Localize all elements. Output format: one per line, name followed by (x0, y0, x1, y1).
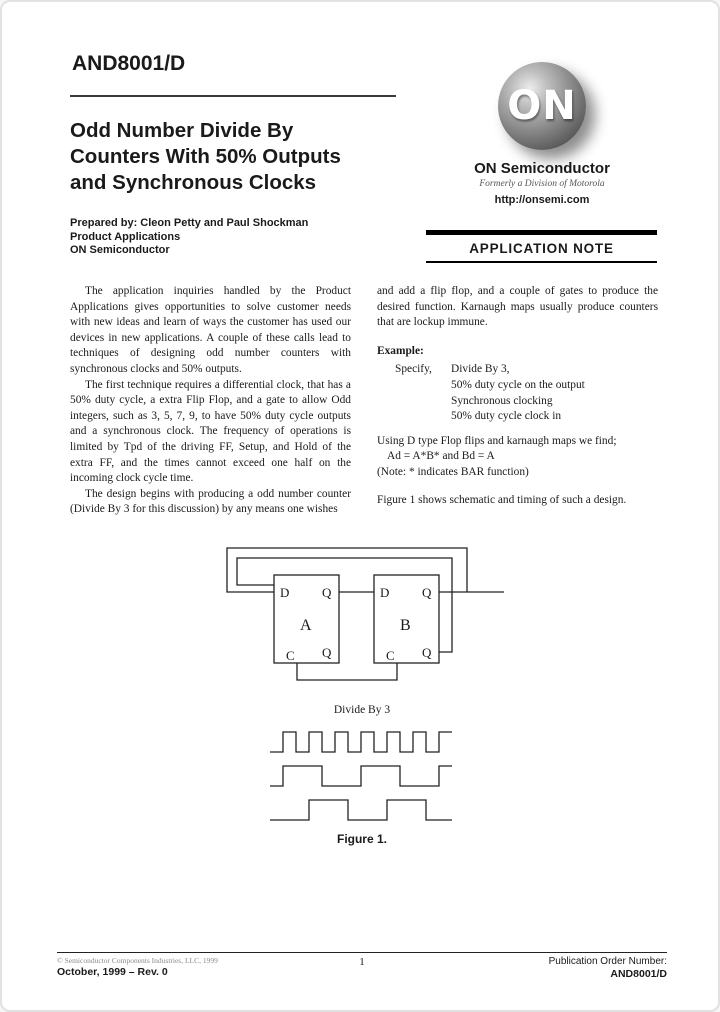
company: ON Semiconductor (70, 244, 170, 256)
right-column (377, 284, 658, 518)
ff-a-q-label: Q (322, 585, 332, 600)
header-rule (70, 95, 396, 97)
waveform-clock-in (270, 732, 452, 752)
divide-by-3-caption: Divide By 3 (333, 704, 391, 716)
bar-function-note: (Note: * indicates BAR function) (377, 465, 529, 478)
waveform-output-a (270, 766, 452, 786)
ff-a-name: A (300, 617, 312, 634)
paragraph: and add a flip flop, and a couple of gates to produce the desired function. Karnaugh maps usually produce counters that are lockup immune. (377, 285, 658, 329)
karnaugh-equation: Ad = A*B* and Bd = A (387, 450, 495, 463)
brand-block (422, 62, 662, 206)
ff-b-clock-label: C (386, 648, 395, 663)
prepared-by-block (70, 217, 308, 258)
spec-item: 50% duty cycle clock in (451, 410, 562, 423)
thick-divider (426, 230, 657, 235)
title-line-2: Counters With 50% Outputs (70, 145, 341, 168)
body-columns (70, 284, 658, 518)
prepared-by: Prepared by: Cleon Petty and Paul Shockman (70, 217, 309, 229)
ff-b-q-label: Q (422, 585, 432, 600)
waveform-output-b (270, 800, 452, 820)
page-footer (57, 952, 667, 980)
page-number: 1 (359, 956, 365, 968)
ff-a-qbar-label: Q (322, 645, 332, 660)
ff-b-name: B (400, 617, 411, 634)
timing-diagram (262, 726, 462, 826)
department: Product Applications (70, 230, 181, 243)
page-title (70, 118, 420, 196)
publication-order-label: Publication Order Number: (548, 956, 667, 967)
ff-b-d-label: D (380, 585, 390, 600)
on-logo-text: ON (507, 83, 577, 129)
specify-value: Divide By 3, (451, 363, 510, 376)
brand-tagline: Formerly a Division of Motorola (479, 179, 605, 189)
figure-caption: Figure 1. (336, 832, 387, 846)
specify-label: Specify, (395, 363, 432, 376)
ff-b-qbar-label: Q (422, 645, 432, 660)
wire-clock-bus (297, 663, 397, 680)
schematic-wires (227, 548, 504, 680)
title-line-1: Odd Number Divide By (70, 119, 294, 142)
doc-number: AND8001/D (72, 52, 186, 75)
on-logo-icon (498, 62, 586, 150)
copyright-text: © Semiconductor Components Industries, LLC, 1999 (57, 956, 218, 965)
thin-divider (426, 261, 657, 263)
paragraph: The design begins with producing a odd number counter (Divide By 3 for this discussion) by any means one wishes (70, 487, 351, 516)
brand-name: ON Semiconductor (474, 160, 610, 177)
spec-row (377, 362, 658, 378)
schematic-diagram (212, 540, 512, 702)
publication-order-number: AND8001/D (610, 968, 667, 980)
left-column (70, 284, 351, 518)
ff-a-d-label: D (280, 585, 290, 600)
karnaugh-intro: Using D type Flop flips and karnaugh maps we find; (377, 434, 617, 447)
footer-left (57, 956, 332, 978)
paragraph: The application inquiries handled by the Product Applications gives opportunities to solve customer needs with new ideas and learn of ways the customer has used our devices in new applications. A couple of these calls lead to techniques of designing odd number counters with synchronous clocks and 50% outputs. (70, 285, 351, 375)
brand-url: http://onsemi.com (494, 194, 590, 206)
example-label: Example: (377, 344, 424, 357)
figure-1 (2, 540, 720, 846)
date-revision: October, 1999 – Rev. 0 (57, 966, 168, 978)
figure-reference: Figure 1 shows schematic and timing of such a design. (377, 493, 627, 506)
spec-item: 50% duty cycle on the output (451, 378, 585, 391)
paragraph: The first technique requires a differential clock, that has a 50% duty cycle, a extra Flip Flop, and a gate to allow Odd integers, such as 3, 5, 7, 9, to have 50% duty cycle outputs and a synchronous clock. The frequency of operations is limited by Tpd of the driving FF, Setup, and Hold of the extra FF, and the times cannot exceed one half on the incoming clock cycle time. (70, 378, 351, 485)
application-note-band (426, 230, 657, 263)
title-line-3: and Synchronous Clocks (70, 171, 317, 194)
spec-item: Synchronous clocking (451, 394, 553, 407)
ff-a-clock-label: C (286, 648, 295, 663)
application-note-label: APPLICATION NOTE (469, 241, 614, 256)
footer-right (393, 956, 668, 980)
